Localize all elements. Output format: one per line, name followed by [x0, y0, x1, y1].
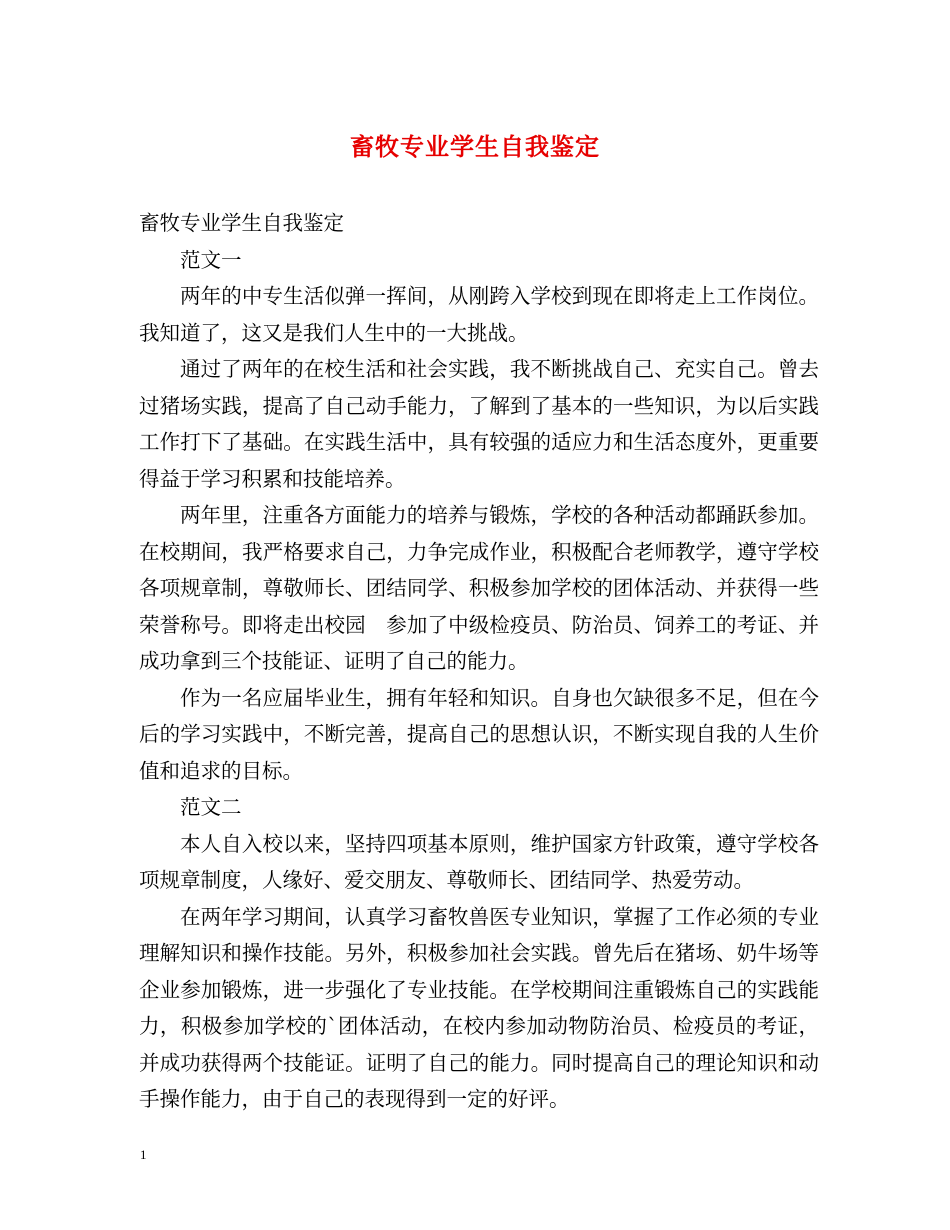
paragraph: 在两年学习期间，认真学习畜牧兽医专业知识，掌握了工作必须的专业理解知识和操作技能。另外，积极参加社会实践。曾先后在猪场、奶牛场等企业参加锻炼，进一步强化了专业技能。在学校期间注重锻炼自己的实践能力，积极参加学校的`团体活动，在校内参加动物防治员、检疫员的考证，并成功获得两个技能证。证明了自己的能力。同时提高自己的理论知识和动手操作能力，由于自己的表现得到一定的好评。 — [139, 904, 819, 1111]
section-heading-1: 范文一 — [180, 247, 242, 272]
paragraph: 作为一名应届毕业生，拥有年轻和知识。自身也欠缺很多不足，但在今后的学习实践中，不断完善，提高自己的思想认识，不断实现自我的人生价值和追求的目标。 — [139, 685, 819, 783]
document-body — [139, 205, 819, 1118]
section-heading-2: 范文二 — [180, 795, 242, 819]
paragraph: 通过了两年的在校生活和社会实践，我不断挑战自己、充实自己。曾去过猪场实践，提高了自己动手能力，了解到了基本的一些知识，为以后实践工作打下了基础。在实践生活中，具有较强的适应力和生活态度外，更重要得益于学习积累和技能培养。 — [139, 357, 819, 491]
paragraph: 两年里，注重各方面能力的培养与锻炼，学校的各种活动都踊跃参加。在校期间，我严格要求自己，力争完成作业，积极配合老师教学，遵守学校各项规章制，尊敬师长、团结同学、积极参加学校的团体活动、并获得一些荣誉称号。即将走出校园 参加了中级检疫员、防治员、饲养工的考证、并成功拿到三个技能证、证明了自己的能力。 — [139, 503, 819, 673]
document-subtitle: 畜牧专业学生自我鉴定 — [139, 211, 344, 235]
paragraph: 两年的中专生活似弹一挥间，从刚跨入学校到现在即将走上工作岗位。我知道了，这又是我们人生中的一大挑战。 — [139, 284, 819, 345]
document-title: 畜牧专业学生自我鉴定 — [350, 132, 600, 161]
paragraph: 本人自入校以来，坚持四项基本原则，维护国家方针政策，遵守学校各项规章制度，人缘好、爱交朋友、尊敬师长、团结同学、热爱劳动。 — [139, 831, 819, 892]
page-number: 1 — [140, 1147, 147, 1162]
